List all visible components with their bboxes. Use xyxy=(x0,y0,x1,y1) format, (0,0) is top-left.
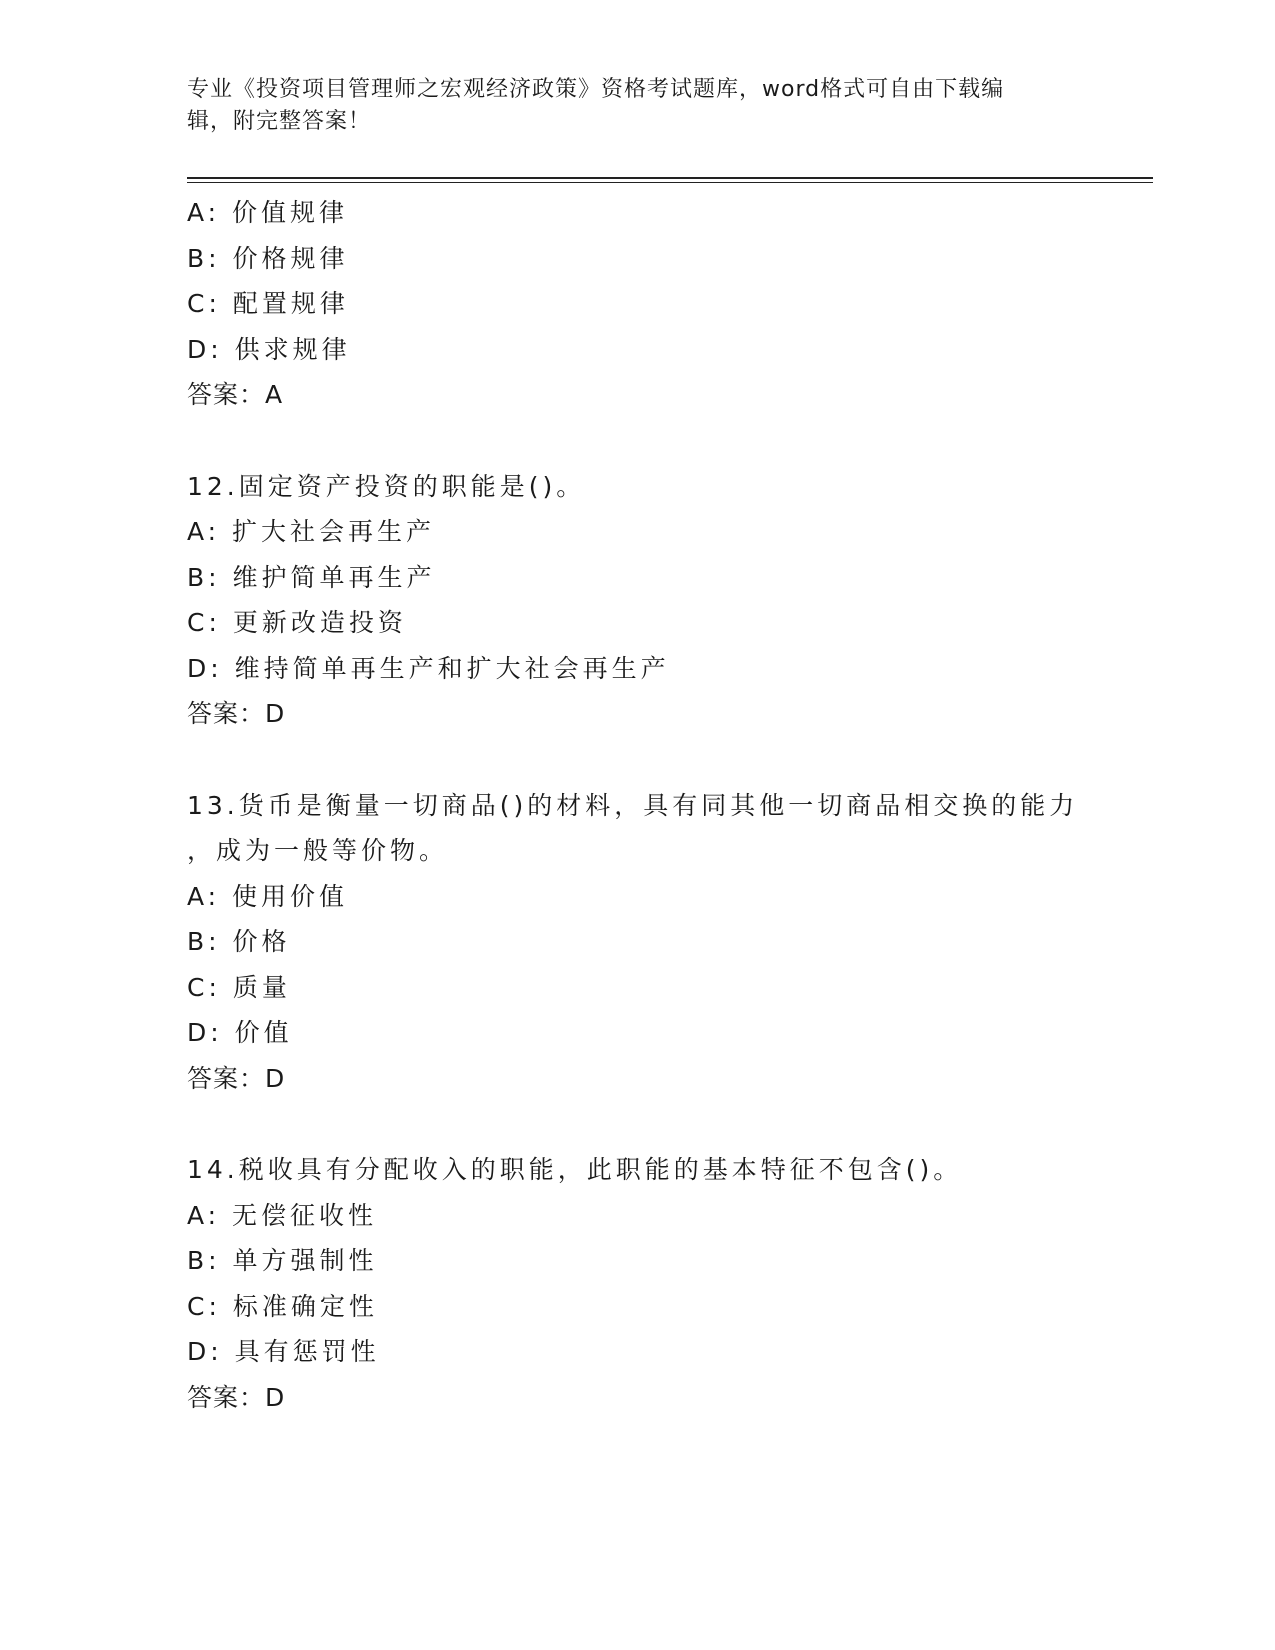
header-line-2: 辑，附完整答案！ xyxy=(187,109,372,134)
question-stem: 14.税收具有分配收入的职能，此职能的基本特征不包含()。 xyxy=(187,1155,963,1184)
question-14 xyxy=(187,1147,1107,1420)
answer: 答案：D xyxy=(187,699,286,728)
question-stem: 12.固定资产投资的职能是()。 xyxy=(187,471,586,501)
option-a: A: 无偿征收性 xyxy=(187,1200,378,1230)
header-divider-thin xyxy=(187,182,1153,183)
option-c: C: 标准确定性 xyxy=(187,1291,378,1321)
question-list xyxy=(187,190,1107,1420)
question-stem-continued: ，成为一般等价物。 xyxy=(187,836,449,865)
option-a: A: 扩大社会再生产 xyxy=(187,517,436,546)
answer: 答案：D xyxy=(187,1382,286,1412)
question-12 xyxy=(187,464,1107,737)
question-stem: 13.货币是衡量一切商品()的材料，具有同其他一切商品相交换的能力 xyxy=(187,790,1079,820)
header-divider-thick xyxy=(187,177,1153,179)
option-b: B: 维护简单再生产 xyxy=(187,562,436,592)
option-c: C: 质量 xyxy=(187,972,291,1002)
header-line-1: 专业《投资项目管理师之宏观经济政策》资格考试题库，word格式可自由下载编 xyxy=(187,77,1005,102)
option-d: D: 价值 xyxy=(187,1018,293,1047)
question-11-continued xyxy=(187,190,1107,418)
option-c: C: 配置规律 xyxy=(187,289,349,318)
option-a: A: 使用价值 xyxy=(187,881,349,911)
question-13 xyxy=(187,783,1107,1102)
answer: 答案：A xyxy=(187,380,284,409)
option-b: B: 价格 xyxy=(187,927,291,956)
spacer xyxy=(187,1101,1107,1147)
option-b: B: 单方强制性 xyxy=(187,1246,378,1275)
document-header xyxy=(187,74,1067,138)
answer: 答案：D xyxy=(187,1063,286,1093)
option-d: D: 维持简单再生产和扩大社会再生产 xyxy=(187,653,670,683)
option-d: D: 供求规律 xyxy=(187,334,351,364)
option-c: C: 更新改造投资 xyxy=(187,608,407,637)
spacer xyxy=(187,737,1107,783)
option-b: B: 价格规律 xyxy=(187,243,349,273)
spacer xyxy=(187,418,1107,464)
option-a: A: 价值规律 xyxy=(187,198,349,227)
option-d: D: 具有惩罚性 xyxy=(187,1337,380,1366)
